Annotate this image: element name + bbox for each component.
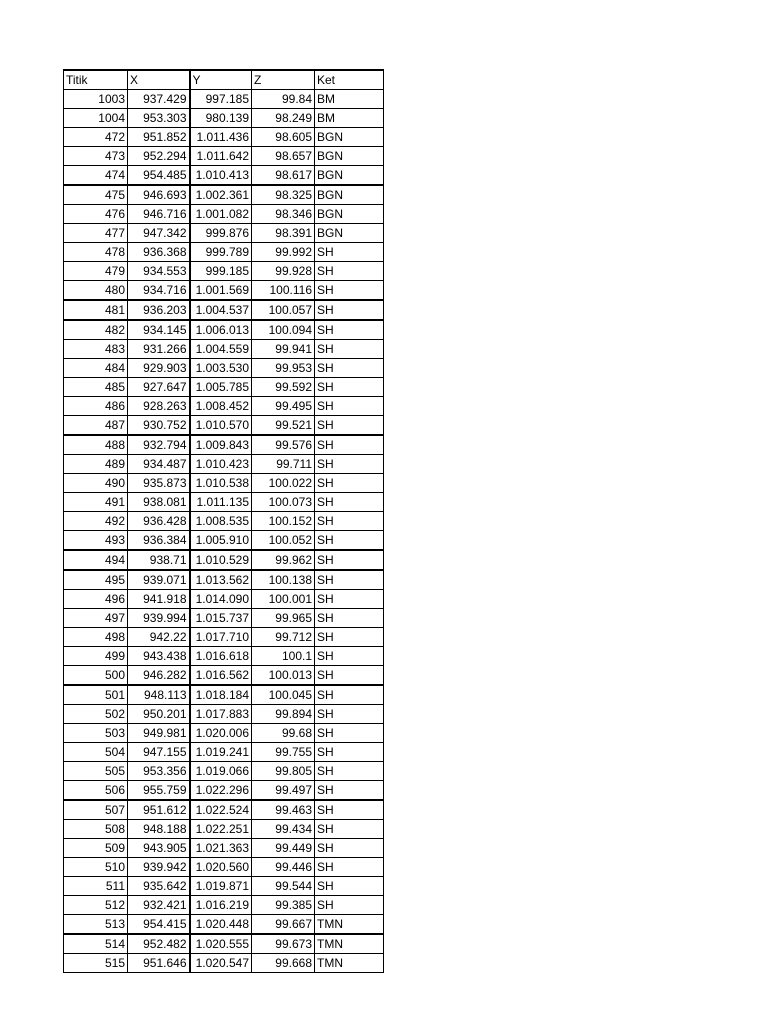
cell-titik: 496 xyxy=(64,590,128,609)
table-row xyxy=(64,896,384,915)
table-row xyxy=(64,109,384,128)
table-row xyxy=(64,820,384,839)
cell-z: 99.941 xyxy=(252,340,315,359)
cell-y: 1.001.569 xyxy=(190,281,252,301)
table-row xyxy=(64,474,384,493)
cell-ket: SH xyxy=(315,281,384,301)
cell-z: 100.045 xyxy=(252,685,315,705)
table-row xyxy=(64,455,384,474)
cell-x: 929.903 xyxy=(128,359,190,378)
table-row xyxy=(64,243,384,262)
table-row xyxy=(64,90,384,109)
cell-y: 1.006.013 xyxy=(190,320,252,340)
cell-x: 943.438 xyxy=(128,647,190,666)
cell-ket: SH xyxy=(315,474,384,493)
cell-z: 99.712 xyxy=(252,628,315,647)
table-row xyxy=(64,300,384,320)
cell-titik: 509 xyxy=(64,839,128,858)
cell-y: 1.020.555 xyxy=(190,934,252,954)
cell-x: 935.873 xyxy=(128,474,190,493)
cell-x: 948.188 xyxy=(128,820,190,839)
table-row xyxy=(64,724,384,743)
cell-titik: 513 xyxy=(64,915,128,935)
table-row xyxy=(64,359,384,378)
table-row xyxy=(64,262,384,281)
table-header xyxy=(64,70,384,90)
table-row xyxy=(64,666,384,686)
table-row xyxy=(64,205,384,224)
cell-y: 1.002.361 xyxy=(190,185,252,205)
cell-y: 1.019.241 xyxy=(190,743,252,762)
cell-z: 98.249 xyxy=(252,109,315,128)
cell-ket: SH xyxy=(315,550,384,570)
cell-ket: SH xyxy=(315,628,384,647)
table-row xyxy=(64,397,384,416)
cell-x: 936.203 xyxy=(128,300,190,320)
cell-titik: 502 xyxy=(64,705,128,724)
cell-ket: BGN xyxy=(315,147,384,166)
table-row xyxy=(64,147,384,166)
cell-x: 951.612 xyxy=(128,800,190,820)
cell-ket: BGN xyxy=(315,128,384,147)
cell-titik: 515 xyxy=(64,954,128,973)
cell-titik: 511 xyxy=(64,877,128,896)
cell-z: 99.385 xyxy=(252,896,315,915)
cell-y: 999.185 xyxy=(190,262,252,281)
cell-x: 954.415 xyxy=(128,915,190,935)
table-row xyxy=(64,550,384,570)
cell-y: 1.022.251 xyxy=(190,820,252,839)
cell-z: 100.152 xyxy=(252,512,315,531)
cell-z: 100.138 xyxy=(252,570,315,590)
cell-titik: 491 xyxy=(64,493,128,512)
cell-y: 1.010.538 xyxy=(190,474,252,493)
table-row xyxy=(64,416,384,436)
table-row xyxy=(64,512,384,531)
cell-x: 953.356 xyxy=(128,762,190,781)
cell-z: 98.605 xyxy=(252,128,315,147)
cell-titik: 485 xyxy=(64,378,128,397)
table-body xyxy=(64,90,384,973)
table-row xyxy=(64,915,384,935)
cell-ket: SH xyxy=(315,378,384,397)
cell-y: 1.014.090 xyxy=(190,590,252,609)
cell-titik: 482 xyxy=(64,320,128,340)
table-row xyxy=(64,166,384,186)
cell-ket: SH xyxy=(315,493,384,512)
cell-x: 934.553 xyxy=(128,262,190,281)
cell-ket: TMN xyxy=(315,954,384,973)
cell-y: 1.011.135 xyxy=(190,493,252,512)
cell-titik: 498 xyxy=(64,628,128,647)
cell-ket: SH xyxy=(315,531,384,551)
cell-x: 937.429 xyxy=(128,90,190,109)
cell-x: 949.981 xyxy=(128,724,190,743)
table-row xyxy=(64,705,384,724)
cell-titik: 481 xyxy=(64,300,128,320)
cell-x: 950.201 xyxy=(128,705,190,724)
cell-ket: TMN xyxy=(315,915,384,935)
cell-titik: 486 xyxy=(64,397,128,416)
cell-x: 939.942 xyxy=(128,858,190,877)
cell-x: 943.905 xyxy=(128,839,190,858)
table-row xyxy=(64,762,384,781)
cell-y: 1.019.871 xyxy=(190,877,252,896)
cell-z: 99.928 xyxy=(252,262,315,281)
cell-ket: SH xyxy=(315,896,384,915)
cell-ket: BGN xyxy=(315,166,384,186)
cell-x: 934.716 xyxy=(128,281,190,301)
cell-ket: SH xyxy=(315,839,384,858)
cell-x: 952.482 xyxy=(128,934,190,954)
cell-x: 951.646 xyxy=(128,954,190,973)
cell-z: 99.68 xyxy=(252,724,315,743)
cell-titik: 493 xyxy=(64,531,128,551)
cell-y: 980.139 xyxy=(190,109,252,128)
cell-ket: SH xyxy=(315,243,384,262)
cell-y: 1.018.184 xyxy=(190,685,252,705)
cell-titik: 490 xyxy=(64,474,128,493)
cell-titik: 500 xyxy=(64,666,128,686)
cell-ket: SH xyxy=(315,570,384,590)
cell-y: 1.017.710 xyxy=(190,628,252,647)
cell-titik: 501 xyxy=(64,685,128,705)
cell-ket: BGN xyxy=(315,185,384,205)
cell-x: 947.155 xyxy=(128,743,190,762)
cell-y: 1.009.843 xyxy=(190,435,252,455)
cell-x: 932.421 xyxy=(128,896,190,915)
cell-z: 98.617 xyxy=(252,166,315,186)
header-x: X xyxy=(128,70,190,90)
cell-x: 941.918 xyxy=(128,590,190,609)
cell-z: 99.894 xyxy=(252,705,315,724)
cell-y: 1.019.066 xyxy=(190,762,252,781)
cell-x: 936.384 xyxy=(128,531,190,551)
cell-titik: 480 xyxy=(64,281,128,301)
cell-y: 999.876 xyxy=(190,224,252,243)
cell-z: 99.953 xyxy=(252,359,315,378)
cell-titik: 479 xyxy=(64,262,128,281)
cell-ket: BGN xyxy=(315,205,384,224)
table-row xyxy=(64,839,384,858)
cell-z: 99.965 xyxy=(252,609,315,628)
cell-z: 100.057 xyxy=(252,300,315,320)
cell-z: 99.497 xyxy=(252,781,315,801)
table-row xyxy=(64,743,384,762)
cell-ket: SH xyxy=(315,262,384,281)
cell-y: 1.021.363 xyxy=(190,839,252,858)
cell-x: 928.263 xyxy=(128,397,190,416)
header-titik: Titik xyxy=(64,70,128,90)
cell-y: 1.015.737 xyxy=(190,609,252,628)
cell-y: 1.020.448 xyxy=(190,915,252,935)
cell-z: 98.346 xyxy=(252,205,315,224)
cell-y: 1.016.618 xyxy=(190,647,252,666)
cell-titik: 494 xyxy=(64,550,128,570)
table-row xyxy=(64,685,384,705)
cell-z: 99.711 xyxy=(252,455,315,474)
cell-ket: BGN xyxy=(315,224,384,243)
cell-titik: 504 xyxy=(64,743,128,762)
cell-ket: SH xyxy=(315,781,384,801)
cell-ket: BM xyxy=(315,90,384,109)
cell-y: 1.008.452 xyxy=(190,397,252,416)
cell-z: 99.962 xyxy=(252,550,315,570)
cell-y: 1.022.524 xyxy=(190,800,252,820)
cell-y: 1.005.785 xyxy=(190,378,252,397)
cell-titik: 507 xyxy=(64,800,128,820)
cell-titik: 514 xyxy=(64,934,128,954)
cell-ket: SH xyxy=(315,590,384,609)
cell-y: 1.016.562 xyxy=(190,666,252,686)
cell-titik: 473 xyxy=(64,147,128,166)
cell-titik: 506 xyxy=(64,781,128,801)
cell-y: 1.010.413 xyxy=(190,166,252,186)
cell-titik: 510 xyxy=(64,858,128,877)
cell-ket: SH xyxy=(315,512,384,531)
cell-y: 999.789 xyxy=(190,243,252,262)
cell-ket: SH xyxy=(315,340,384,359)
cell-z: 99.805 xyxy=(252,762,315,781)
cell-ket: SH xyxy=(315,416,384,436)
cell-y: 1.016.219 xyxy=(190,896,252,915)
cell-z: 99.495 xyxy=(252,397,315,416)
cell-ket: SH xyxy=(315,724,384,743)
cell-titik: 478 xyxy=(64,243,128,262)
cell-x: 953.303 xyxy=(128,109,190,128)
cell-x: 955.759 xyxy=(128,781,190,801)
cell-x: 934.145 xyxy=(128,320,190,340)
cell-z: 99.992 xyxy=(252,243,315,262)
cell-ket: TMN xyxy=(315,934,384,954)
table-row xyxy=(64,493,384,512)
cell-titik: 472 xyxy=(64,128,128,147)
cell-titik: 505 xyxy=(64,762,128,781)
cell-titik: 512 xyxy=(64,896,128,915)
cell-x: 934.487 xyxy=(128,455,190,474)
cell-z: 99.446 xyxy=(252,858,315,877)
table-row xyxy=(64,224,384,243)
cell-z: 99.668 xyxy=(252,954,315,973)
cell-y: 1.020.547 xyxy=(190,954,252,973)
table-row xyxy=(64,877,384,896)
cell-x: 948.113 xyxy=(128,685,190,705)
cell-ket: SH xyxy=(315,320,384,340)
cell-z: 98.325 xyxy=(252,185,315,205)
table-row xyxy=(64,781,384,801)
table-row xyxy=(64,128,384,147)
cell-x: 942.22 xyxy=(128,628,190,647)
header-y: Y xyxy=(190,70,252,90)
header-ket: Ket xyxy=(315,70,384,90)
cell-y: 1.011.642 xyxy=(190,147,252,166)
cell-ket: SH xyxy=(315,800,384,820)
table-row xyxy=(64,378,384,397)
cell-z: 99.521 xyxy=(252,416,315,436)
cell-titik: 492 xyxy=(64,512,128,531)
cell-ket: SH xyxy=(315,666,384,686)
cell-ket: SH xyxy=(315,300,384,320)
table-row xyxy=(64,609,384,628)
cell-y: 1.001.082 xyxy=(190,205,252,224)
cell-titik: 1004 xyxy=(64,109,128,128)
table-row xyxy=(64,590,384,609)
cell-titik: 484 xyxy=(64,359,128,378)
cell-x: 946.693 xyxy=(128,185,190,205)
cell-x: 931.266 xyxy=(128,340,190,359)
cell-y: 1.010.529 xyxy=(190,550,252,570)
cell-y: 1.013.562 xyxy=(190,570,252,590)
cell-titik: 503 xyxy=(64,724,128,743)
cell-z: 99.576 xyxy=(252,435,315,455)
cell-y: 1.004.537 xyxy=(190,300,252,320)
cell-z: 99.84 xyxy=(252,90,315,109)
cell-y: 1.022.296 xyxy=(190,781,252,801)
cell-ket: SH xyxy=(315,685,384,705)
cell-z: 100.013 xyxy=(252,666,315,686)
cell-y: 1.020.006 xyxy=(190,724,252,743)
cell-z: 100.094 xyxy=(252,320,315,340)
cell-z: 99.544 xyxy=(252,877,315,896)
cell-titik: 495 xyxy=(64,570,128,590)
cell-z: 99.463 xyxy=(252,800,315,820)
cell-x: 932.794 xyxy=(128,435,190,455)
cell-titik: 488 xyxy=(64,435,128,455)
cell-z: 98.657 xyxy=(252,147,315,166)
cell-x: 952.294 xyxy=(128,147,190,166)
table-row xyxy=(64,800,384,820)
cell-z: 100.073 xyxy=(252,493,315,512)
cell-y: 1.010.423 xyxy=(190,455,252,474)
cell-x: 951.852 xyxy=(128,128,190,147)
cell-ket: SH xyxy=(315,455,384,474)
cell-y: 1.017.883 xyxy=(190,705,252,724)
cell-ket: SH xyxy=(315,743,384,762)
cell-titik: 1003 xyxy=(64,90,128,109)
cell-x: 946.282 xyxy=(128,666,190,686)
cell-x: 927.647 xyxy=(128,378,190,397)
cell-ket: SH xyxy=(315,762,384,781)
cell-x: 947.342 xyxy=(128,224,190,243)
cell-x: 936.368 xyxy=(128,243,190,262)
table-row xyxy=(64,320,384,340)
survey-points-table xyxy=(63,69,384,973)
table-row xyxy=(64,647,384,666)
cell-z: 100.1 xyxy=(252,647,315,666)
cell-ket: SH xyxy=(315,397,384,416)
cell-x: 930.752 xyxy=(128,416,190,436)
cell-y: 1.004.559 xyxy=(190,340,252,359)
cell-x: 938.71 xyxy=(128,550,190,570)
cell-y: 1.008.535 xyxy=(190,512,252,531)
cell-x: 939.071 xyxy=(128,570,190,590)
cell-ket: SH xyxy=(315,820,384,839)
cell-z: 100.022 xyxy=(252,474,315,493)
cell-y: 1.005.910 xyxy=(190,531,252,551)
table-row xyxy=(64,340,384,359)
cell-z: 99.449 xyxy=(252,839,315,858)
table-row xyxy=(64,954,384,973)
table-row xyxy=(64,570,384,590)
cell-titik: 476 xyxy=(64,205,128,224)
cell-y: 1.003.530 xyxy=(190,359,252,378)
cell-titik: 483 xyxy=(64,340,128,359)
cell-x: 935.642 xyxy=(128,877,190,896)
cell-x: 938.081 xyxy=(128,493,190,512)
table-row xyxy=(64,934,384,954)
cell-titik: 489 xyxy=(64,455,128,474)
cell-ket: SH xyxy=(315,609,384,628)
cell-titik: 475 xyxy=(64,185,128,205)
cell-ket: BM xyxy=(315,109,384,128)
cell-titik: 499 xyxy=(64,647,128,666)
cell-titik: 477 xyxy=(64,224,128,243)
cell-titik: 497 xyxy=(64,609,128,628)
table-row xyxy=(64,435,384,455)
table-row xyxy=(64,531,384,551)
cell-y: 1.011.436 xyxy=(190,128,252,147)
cell-x: 954.485 xyxy=(128,166,190,186)
cell-y: 1.010.570 xyxy=(190,416,252,436)
cell-y: 997.185 xyxy=(190,90,252,109)
cell-z: 99.592 xyxy=(252,378,315,397)
cell-z: 98.391 xyxy=(252,224,315,243)
cell-z: 100.116 xyxy=(252,281,315,301)
cell-x: 946.716 xyxy=(128,205,190,224)
cell-y: 1.020.560 xyxy=(190,858,252,877)
cell-titik: 508 xyxy=(64,820,128,839)
cell-z: 99.755 xyxy=(252,743,315,762)
cell-ket: SH xyxy=(315,647,384,666)
table-row xyxy=(64,185,384,205)
cell-z: 99.434 xyxy=(252,820,315,839)
cell-ket: SH xyxy=(315,435,384,455)
cell-z: 100.052 xyxy=(252,531,315,551)
cell-ket: SH xyxy=(315,359,384,378)
cell-x: 939.994 xyxy=(128,609,190,628)
table-row xyxy=(64,281,384,301)
cell-z: 100.001 xyxy=(252,590,315,609)
cell-titik: 487 xyxy=(64,416,128,436)
cell-ket: SH xyxy=(315,705,384,724)
cell-ket: SH xyxy=(315,877,384,896)
header-row xyxy=(64,70,384,90)
header-z: Z xyxy=(252,70,315,90)
cell-z: 99.667 xyxy=(252,915,315,935)
cell-z: 99.673 xyxy=(252,934,315,954)
table-row xyxy=(64,858,384,877)
table-row xyxy=(64,628,384,647)
cell-x: 936.428 xyxy=(128,512,190,531)
cell-ket: SH xyxy=(315,858,384,877)
cell-titik: 474 xyxy=(64,166,128,186)
